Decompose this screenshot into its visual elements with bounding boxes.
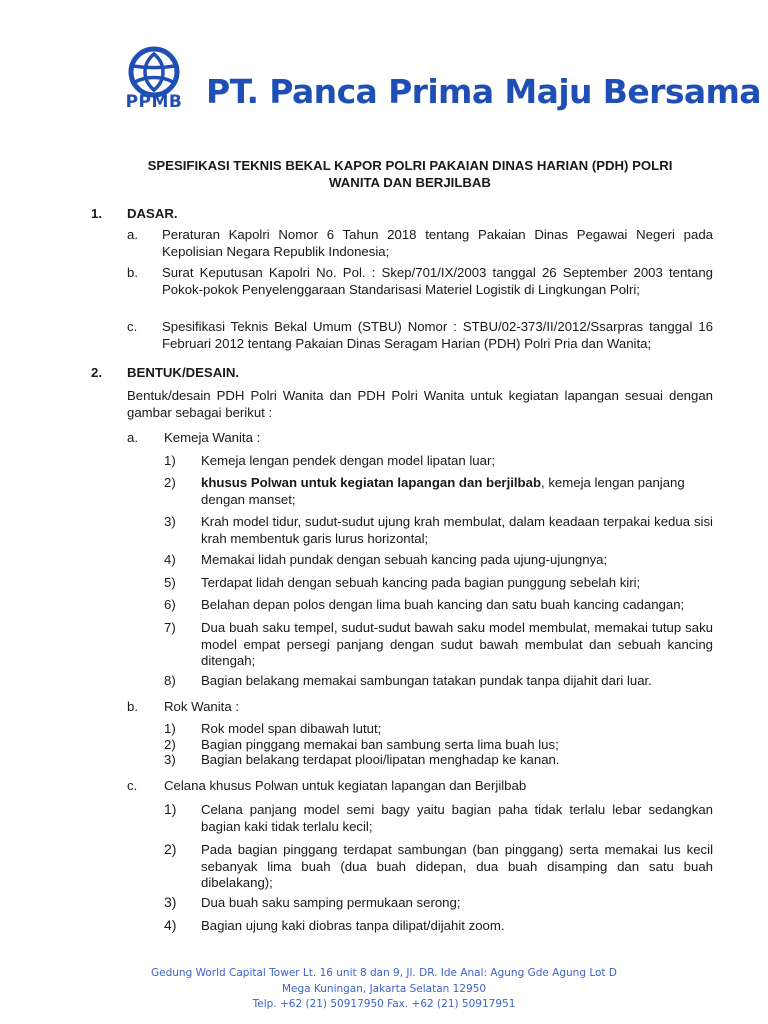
s2-b-item-3-number: 3) [164,752,176,767]
s2-a-item-7-number: 7) [164,620,176,635]
section-2-number: 2. [91,365,102,380]
s2-b-item-1-number: 1) [164,721,176,736]
s2-a-item-8-number: 8) [164,673,176,688]
s2-a-item-3-number: 3) [164,514,176,529]
s1-item-c-text: Spesifikasi Teknis Bekal Umum (STBU) Nomor : STBU/02-373/II/2012/Ssarpras tanggal 16 Februari 2012 tentang Pakaian Dinas Seragam Harian (PDH) Polri Pria dan Wanita; [162,319,713,351]
section-1-number: 1. [91,206,102,221]
s2-a-item-4-number: 4) [164,552,176,567]
s2-a-item-2-number: 2) [164,475,176,490]
s2-a-item-3-text: Krah model tidur, sudut-sudut ujung krah membulat, dalam keadaan terpakai kedua sisi krah membentuk garis lurus horizontal; [201,514,713,546]
footer-address-line-1: Gedung World Capital Tower Lt. 16 unit 8 dan 9, Jl. DR. Ide Anal: Agung Gde Agung Lot D [151,967,617,979]
footer-contact-line: Telp. +62 (21) 50917950 Fax. +62 (21) 50917951 [252,998,516,1010]
s1-item-b-text: Surat Keputusan Kapolri No. Pol. : Skep/701/IX/2003 tanggal 26 September 2003 tentang Pokok-pokok Penyelenggaraan Standarisasi Materiel Logistik di Lingkungan Polri; [162,265,713,297]
s2-a-item-2-rest-text: , kemeja lengan panjang dengan manset; [201,475,685,507]
s2-a-item-4-text: Memakai lidah pundak dengan sebuah kancing pada ujung-ujungnya; [201,552,608,567]
footer-address-line-2: Mega Kuningan, Jakarta Selatan 12950 [281,982,487,995]
s2-c-item-3-text: Dua buah saku samping permukaan serong; [201,895,461,910]
s2-c-item-3-number: 3) [164,894,177,910]
title-line-2: WANITA DAN BERJILBAB [329,175,491,190]
s2-c-item-2-text: Pada bagian pinggang terdapat sambungan (ban pinggang) serta memakai lus kecil sebanyak lima buah (dua buah didepan, dua buah disamping dan satu buah dibelakang); [201,842,713,890]
s1-item-a-marker: a. [127,227,138,242]
s2-a-label: Kemeja Wanita : [164,430,261,445]
s1-item-b-marker: b. [127,265,138,280]
company-logo [120,46,188,128]
section-2-heading: BENTUK/DESAIN. [127,365,240,380]
s2-c-item-4-number: 4) [164,917,177,933]
s2-c-item-1-number: 1) [164,801,177,817]
s2-a-item-8-text: Bagian belakang memakai sambungan tatakan pundak tanpa dijahit dari luar. [201,673,652,688]
s2-a-item-6-number: 6) [164,597,176,612]
section-2-intro: Bentuk/desain PDH Polri Wanita dan PDH Polri Wanita untuk kegiatan lapangan sesuai dengan gambar sebagai berikut : [127,388,713,420]
s2-b-marker: b. [127,699,138,714]
document-title [110,157,710,191]
s2-a-item-5-number: 5) [164,575,176,590]
s2-a-item-6-text: Belahan depan polos dengan lima buah kancing dan satu buah kancing cadangan; [201,597,685,612]
s1-item-c-marker: c. [127,319,138,334]
s2-b-label: Rok Wanita : [164,699,239,714]
s2-a-item-1-text: Kemeja lengan pendek dengan model lipatan luar; [201,453,496,468]
s2-a-item-2-text [201,475,713,508]
s2-a-item-5-text: Terdapat lidah dengan sebuah kancing pada bagian punggung sebelah kiri; [201,575,641,590]
company-name: PT. Panca Prima Maju Bersama [206,72,761,111]
s2-b-item-1-text: Rok model span dibawah lutut; [201,721,382,736]
s2-c-item-1-text: Celana panjang model semi bagy yaitu bagian paha tidak terlalu lebar sedangkan bagian kaki tidak terlalu kecil; [201,802,713,834]
s2-a-marker: a. [127,430,138,445]
letterhead-footer [0,966,768,1013]
s2-c-label: Celana khusus Polwan untuk kegiatan lapangan dan Berjilbab [164,778,527,793]
section-1-heading: DASAR. [127,206,178,221]
ppmb-emblem-icon [120,46,188,98]
s2-c-item-2-number: 2) [164,841,177,857]
s2-c-marker: c. [127,778,138,793]
s2-a-item-2-bold-text: khusus Polwan untuk kegiatan lapangan dan berjilbab [201,475,542,490]
s2-b-item-2-number: 2) [164,737,176,752]
s1-item-a-text: Peraturan Kapolri Nomor 6 Tahun 2018 tentang Pakaian Dinas Pegawai Negeri pada Kepolisian Negara Republik Indonesia; [162,227,713,259]
logo-text: PPMB [125,92,183,112]
s2-a-item-1-number: 1) [164,453,176,468]
s2-b-item-2-text: Bagian pinggang memakai ban sambung serta lima buah lus; [201,737,559,752]
title-line-1: SPESIFIKASI TEKNIS BEKAL KAPOR POLRI PAKAIAN DINAS HARIAN (PDH) POLRI [147,158,673,173]
s2-a-item-7-text: Dua buah saku tempel, sudut-sudut bawah saku model membulat, memakai tutup saku model empat persegi panjang dengan sudut bawah membulat dan sebuah kancing ditengah; [201,620,713,668]
s2-b-item-3-text: Bagian belakang terdapat plooi/lipatan menghadap ke kanan. [201,752,560,767]
s2-c-item-4-text: Bagian ujung kaki diobras tanpa dilipat/dijahit zoom. [201,918,505,933]
